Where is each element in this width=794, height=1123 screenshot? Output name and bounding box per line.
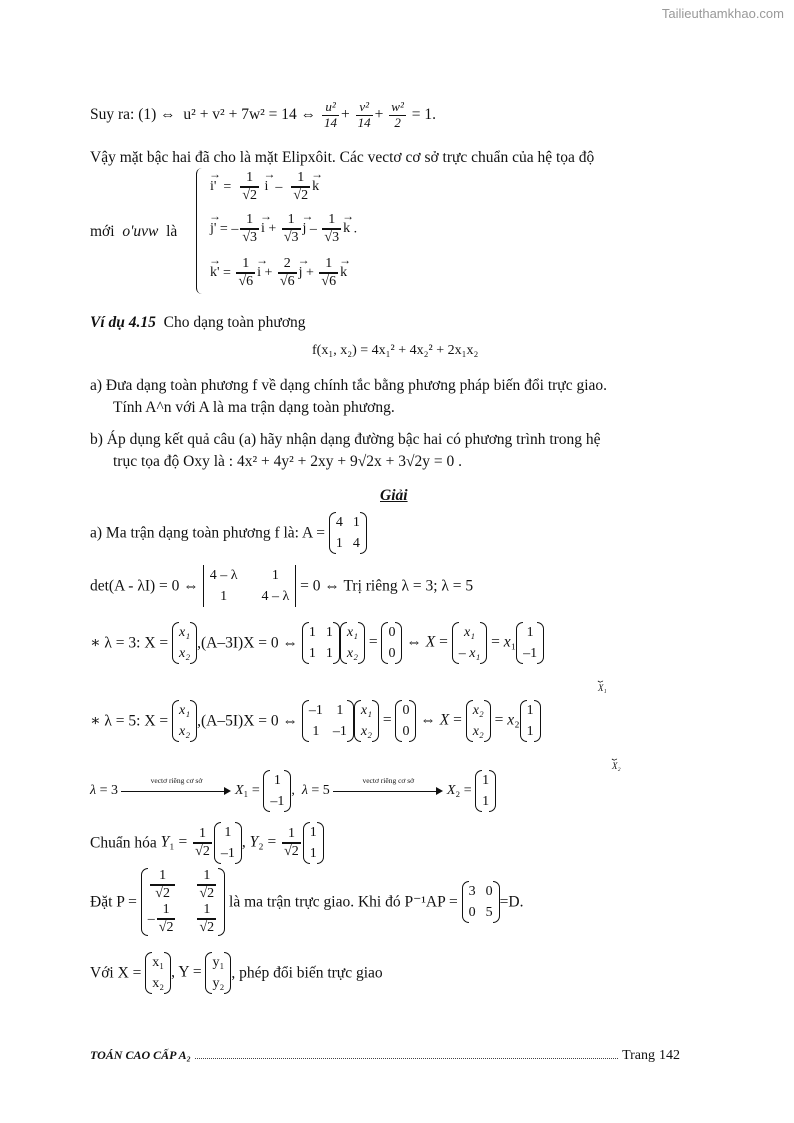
question-a-line-1: a) Đưa dạng toàn phương f về dạng chính tắc bằng phương pháp biến đổi trực giao. — [90, 377, 608, 394]
determinant-line: det(A - λI) = 0 ⇔ 4 – λ 1 1 4 – λ = 0 ⇔ Trị riêng λ = 3; λ = 5 — [90, 565, 473, 607]
normalize-line: Chuẩn hóa Y₁ = $\frac{1}{√2}$ 1 –1 , Y₂ = $\frac{1}{√2}$ 1 1 — [90, 822, 324, 864]
basis-k: → k' = $\frac{1}{√6}$ → i + $\frac{2}{√6}$ → j + $\frac{1}{√6}$ → k — [210, 256, 347, 290]
text-line-1: Suy ra: (1) ⇔ u² + v² + 7w² = 14 ⇔ $\frac{\text{u²}}{14}$ + $\frac{\text{v²}}{14}$ + $\frac{\text{w²}}{2}$ = 1. — [90, 99, 436, 130]
question-b-line-1: b) Áp dụng kết quả câu (a) hãy nhận dạng đường bậc hai có phương trình trong hệ — [90, 431, 601, 448]
basis-j: → j' = – $\frac{1}{√3}$ → i + $\frac{1}{√3}$ → j – $\frac{1}{√3}$ → k . — [210, 212, 357, 246]
l1-end: = 1. — [411, 106, 436, 123]
eigenvector-line: λ = 3 vectơ riêng cơ sở X₁ = 1 –1 , λ = 5 vectơ riêng cơ sở X₂ = 1 1 — [90, 770, 496, 812]
basis-i: → i' = $\frac{1}{√2}$ → i – $\frac{1}{√2}$ → k — [210, 170, 319, 204]
question-a-line-2: Tính A^n với A là ma trận dạng toàn phương. — [113, 399, 395, 416]
footer-page-label: Trang — [622, 1048, 655, 1063]
example-heading: Ví dụ 4.15 Cho dạng toàn phương — [90, 314, 306, 331]
underbrace-x1: ⏟ X₁ — [598, 672, 607, 693]
watermark: Tailieuthamkhao.com — [661, 6, 784, 21]
solution-heading: Giải — [380, 487, 408, 504]
system-brace — [196, 168, 205, 294]
lambda-3-line: ∗ λ = 3: X = x₁ x₂ ,(A–3I)X = 0 ⇔ 1 1 1 1 x₁ x₂ = 0 0 ⇔ X = x₁ – x₁ = x₁ 1 –1 — [90, 622, 544, 664]
underbrace-x2: ⏟ X₂ — [612, 750, 621, 771]
l1-equation: u² + v² + 7w² = 14 ⇔ — [183, 106, 317, 123]
text-line-3: mới o'uvw là — [90, 223, 178, 240]
question-b-line-2: trục tọa độ Oxy là : 4x² + 4y² + 2xy + 9√2x + 3√2y = 0 . — [113, 453, 462, 470]
text-line-2: Vậy mặt bậc hai đã cho là mặt Elipxôit. Các vectơ cơ sở trực chuẩn của hệ tọa độ — [90, 149, 595, 166]
p-matrix-line: Đặt P = $\frac{1}{√2}$ $\frac{1}{√2}$ – $\frac{1}{√2}$ $\frac{1}{√2}$ là ma trận trực giao. Khi đó P⁻¹AP = 3 0 0 5 =D. — [90, 868, 524, 936]
substitution-line: Với X = x₁ x₂ , Y = y₁ y₂ , phép đổi biến trực giao — [90, 952, 383, 994]
footer-title: TOÁN CAO CẤP A₂ — [90, 1048, 191, 1062]
lambda-5-line: ∗ λ = 5: X = x₁ x₂ ,(A–5I)X = 0 ⇔ –1 1 1 –1 x₁ x₂ = 0 0 ⇔ X = x₂ x₂ = x₂ 1 1 — [90, 700, 541, 742]
footer-dots — [195, 1058, 618, 1059]
footer — [90, 1046, 680, 1065]
example-formula: f(x₁, x₂) = 4x₁² + 4x₂² + 2x₁x₂ — [312, 343, 479, 358]
footer-page-number: 142 — [659, 1048, 680, 1063]
l1-prefix: Suy ra: (1) ⇔ — [90, 106, 176, 123]
solution-a: a) Ma trận dạng toàn phương f là: A = 4 1 1 4 — [90, 512, 367, 554]
